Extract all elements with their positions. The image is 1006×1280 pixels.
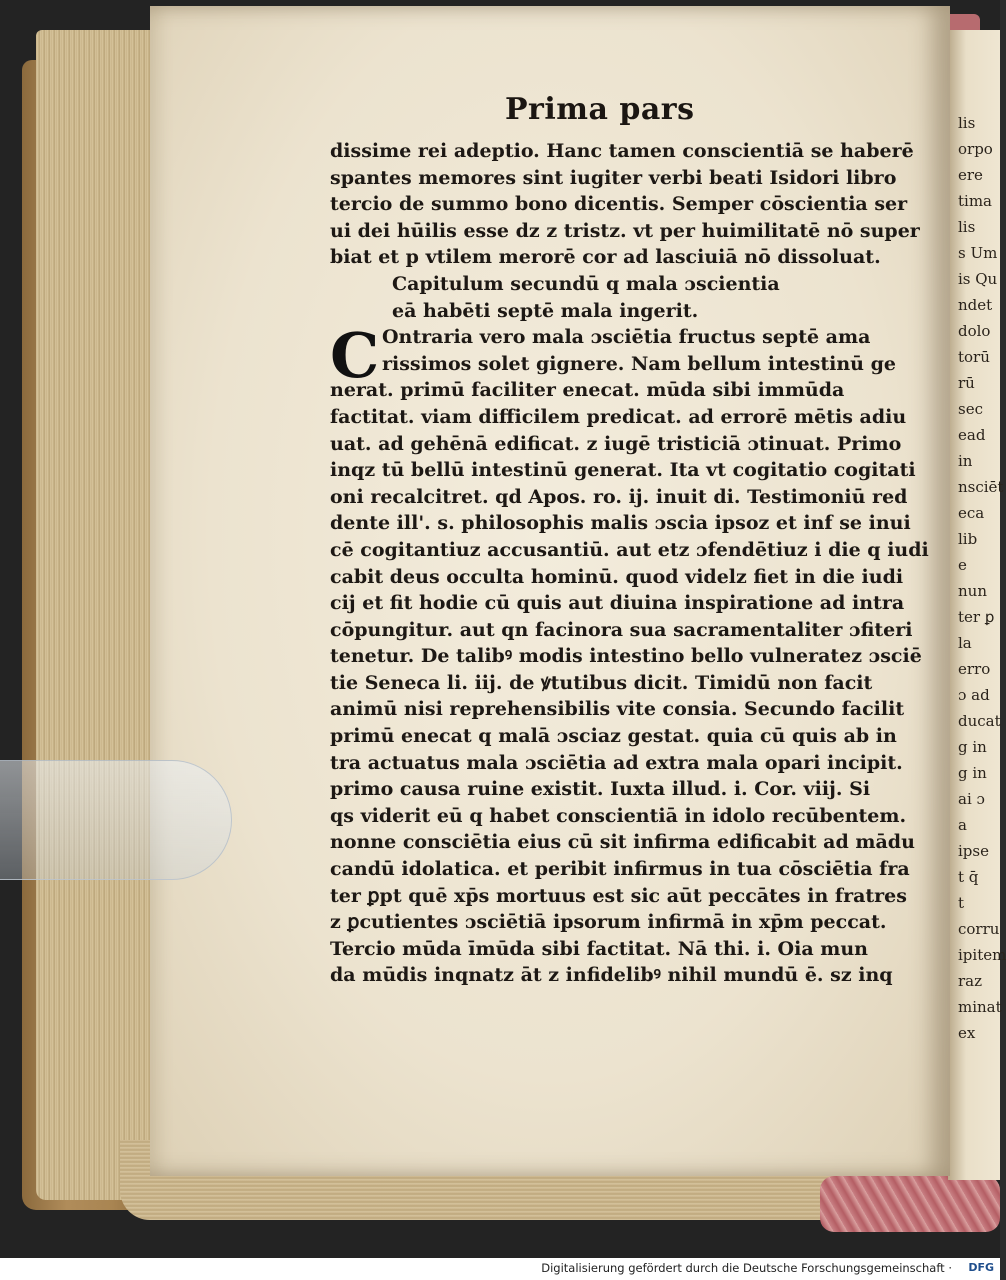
facing-page-fragment: orpo — [958, 140, 993, 158]
text-line: animū nisi reprehensibilis vite consia. Secundo facilit — [330, 698, 905, 721]
facing-page-fragment: t corru — [958, 894, 1000, 938]
text-line: tenetur. De talibꝰ modis intestino bello vulneratez ɔsciē — [330, 645, 922, 668]
text-line: primo causa ruine existit. Iuxta illud. i. Cor. viij. Si — [330, 778, 871, 801]
facing-page-fragment: tima — [958, 192, 992, 210]
text-line: dente ill'. s. philosophis malis ɔscia ipsoz et inf se inui — [330, 512, 911, 535]
text-line: qs viderit eū q habet conscientiā in idolo recūbentem. — [330, 804, 907, 827]
text-line: primū enecat q malā ɔsciaz gestat. quia cū quis ab in — [330, 725, 897, 748]
facing-page-fragment: raz — [958, 972, 983, 990]
page-weight-ruler — [0, 760, 232, 880]
facing-page-fragment: la erro — [958, 634, 991, 678]
dfg-logo: DFG — [968, 1261, 994, 1274]
text-line: spantes memores sint iugiter verbi beati Isidori libro — [330, 166, 897, 189]
text-line: inqz tū bellū intestinū generat. Ita vt cogitatio cogitati — [330, 459, 916, 482]
text-line: candū idolatica. et peribit infirmus in tua cōsciētia fra — [330, 858, 910, 881]
text-line: nonne consciētia eius cū sit infirma edificabit ad mādu — [330, 831, 915, 854]
text-line: Ontraria vero mala ɔsciētia fructus septē ama — [382, 326, 871, 349]
text-line: dissime rei adeptio. Hanc tamen conscientiā se haberē — [330, 140, 914, 162]
headband-bottom — [820, 1176, 1000, 1232]
facing-page-fragment: ead in — [958, 426, 986, 470]
facing-page-fragment: nsciēt — [958, 478, 1004, 496]
facing-page-fragment: lis — [958, 114, 976, 132]
text-line: biat et p vtilem merorē cor ad lasciuiā nō dissoluat. — [330, 246, 881, 269]
facing-page-fragment: rū sec — [958, 374, 983, 418]
running-head: Prima pars — [505, 92, 695, 127]
text-line: tercio de summo bono dicentis. Semper cōscientia ser — [330, 193, 908, 216]
facing-page-fragment: ter ꝑ — [958, 608, 995, 626]
facing-page-fragment: t q̄ — [958, 868, 979, 886]
facing-page-fragment: ɔ ad — [958, 686, 990, 704]
facing-page-fragment: minat — [958, 998, 1002, 1016]
text-line: cabit deus occulta hominū. quod videlz fiet in die iudi — [330, 565, 904, 588]
text-line: factitat. viam difficilem predicat. ad errorē mētis adiu — [330, 405, 907, 428]
text-line: nerat. primū faciliter enecat. mūda sibi immūda — [330, 379, 845, 402]
facing-page-fragment: ai ɔ — [958, 790, 985, 808]
text-line: ter ꝑpt quē xp̄s mortuus est sic aūt peccātes in fratres — [330, 884, 907, 907]
text-line: rissimos solet gignere. Nam bellum intestinū ge — [382, 352, 896, 375]
facing-page-fragment: is Qu — [958, 270, 998, 288]
text-line: cē cogitantiuz accusantiū. aut etz ɔfendētiuz i die q iudi — [330, 538, 929, 561]
text-line: tie Seneca li. iij. de ꝟtutibus dicit. Timidū non facit — [330, 671, 873, 694]
facing-page-fragment: a ipse — [958, 816, 989, 860]
text-line: uat. ad gehēnā edificat. z iugē tristiciā ɔtinuat. Primo — [330, 432, 902, 455]
text-line: z ꝑcutientes ɔsciētiā ipsorum infirmā in xp̄m peccat. — [330, 911, 887, 934]
facing-page-fragment: g in — [958, 764, 987, 782]
text-line: da mūdis inqnatz āt z infidelibꝰ nihil mundū ē. sz inq — [330, 964, 893, 987]
text-line: cōpungitur. aut qn facinora sua sacramentaliter ɔfiteri — [330, 618, 913, 641]
page-stack-edge — [36, 30, 166, 1200]
facing-page-fragment: g in — [958, 738, 987, 756]
chapter-heading-line: Capitulum secundū q mala ɔscientia — [392, 272, 780, 295]
page-text-block — [330, 138, 929, 989]
facing-page-fragment: dolo — [958, 322, 991, 340]
facing-page-fragment: e nun — [958, 556, 987, 600]
facing-page-text — [958, 110, 1006, 1042]
footer-bar — [0, 1258, 1000, 1280]
text-line: Tercio mūda īmūda sibi factitat. Nā thi. i. Oia mun — [330, 937, 868, 960]
facing-page-fragment: s Um — [958, 244, 998, 262]
facing-page-fragment: ere — [958, 166, 983, 184]
facing-page-fragment: ducat — [958, 712, 1001, 730]
text-line: oni recalcitret. qd Apos. ro. ij. inuit di. Testimoniū red — [330, 485, 908, 508]
facing-page-fragment: eca lib — [958, 504, 985, 548]
facing-page-fragment: ex — [958, 1024, 976, 1042]
funding-credit: Digitalisierung gefördert durch die Deutsche Forschungsgemeinschaft · — [541, 1261, 952, 1275]
text-line: ui dei hūilis esse dz z tristz. vt per huimilitatē nō super — [330, 219, 920, 242]
facing-page-fragment: ndet — [958, 296, 993, 314]
text-line: cij et fit hodie cū quis aut diuina inspiratione ad intra — [330, 592, 905, 615]
chapter-heading-line: eā habēti septē mala ingerit. — [392, 299, 699, 322]
text-line: tra actuatus mala ɔsciētia ad extra mala opari incipit. — [330, 751, 903, 774]
facing-page-fragment: ipitem — [958, 946, 1006, 964]
facing-page-fragment: lis — [958, 218, 976, 236]
decorated-initial: C — [330, 319, 380, 392]
facing-page-fragment: torū — [958, 348, 990, 366]
